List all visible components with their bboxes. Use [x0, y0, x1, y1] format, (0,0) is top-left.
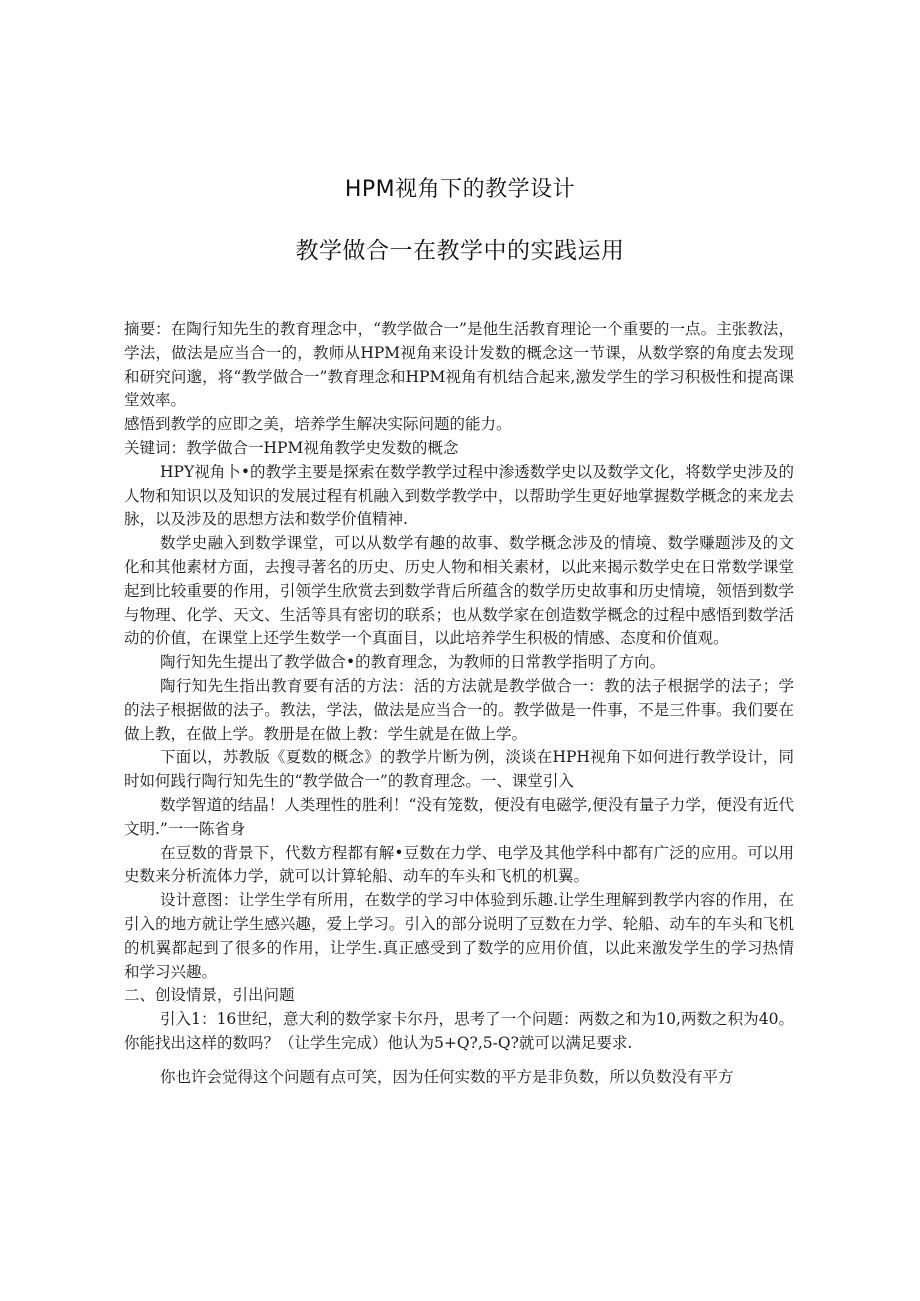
body-paragraph: 陶行知先生指出教育要有活的方法：活的方法就是教学做合一：教的法子根据学的法子；学的法子根据做的法子。教法，学法，做法是应当合一的。教学做是一件事，不是三件事。我们要在做上教，在做上学。教册是在做上教：学生就是在做上学。 [124, 676, 794, 743]
design-intent-paragraph: 设计意图：让学生学有所用，在数学的学习中体验到乐趣.让学生理解到教学内容的作用，在引入的地方就让学生感兴趣，爱上学习。引入的部分说明了豆数在力学、轮船、动车的车头和飞机的机翼都起到了很多的作用，让学生.真正感受到了数学的应用价值，以此来激发学生的学习热情和学习兴趣。 [124, 891, 794, 981]
body-paragraph: 引入1：16世纪，意大利的数学家卡尔丹，思考了一个问题：两数之和为10,两数之积为40。你能找出这样的数吗？（让学生完成）他认为5+Q?,5-Q?就可以满足要求. [124, 1010, 794, 1052]
body-paragraph: 你也许会觉得这个问题有点可笑，因为任何实数的平方是非负数，所以负数没有平方 [160, 1067, 734, 1086]
abstract-paragraph: 摘要：在陶行知先生的教育理念中，“教学做合一”是他生活教育理论一个重要的一点。主张教法，学法，做法是应当合一的，教师从HPM视角来设计发数的概念这一节课，从数学察的角度去发现和研究问邈，将“教学做合一”教育理念和HPM视角有机结合起来,激发学生的学习积极性和提高课堂效率。 [124, 320, 794, 410]
body-paragraph: HPY视角卜•的教学主要是探索在数学教学过程中渗透数学史以及数学文化，将数学史涉及的人物和知识以及知识的发展过程有机融入到数学教学中，以帮助学生更好地掌握数学概念的来龙去脉，以及涉及的思想方法和数学价值精神. [124, 462, 794, 529]
document-subtitle: 教学做合一在教学中的实践运用 [295, 238, 625, 264]
section-heading: 二、创设情景，引出问题 [124, 986, 295, 1005]
document-title: HPM视角下的教学设计 [344, 177, 576, 202]
quote-paragraph: 数学智道的结晶！人类理性的胜利！“没有笼数，便没有电磁学,便没有量子力学，便没有近代文明.”一一陈省身 [124, 795, 794, 838]
body-paragraph: 在豆数的背景下，代数方程都有解•豆数在力学、电学及其他学科中都有广泛的应用。可以用史数来分析流体力学，就可以计算轮船、动车的车头和飞机的机翼。 [124, 843, 794, 886]
body-paragraph: 数学史融入到数学课堂，可以从数学有趣的故事、数学概念涉及的情境、数学赚题涉及的文化和其他素材方面，去搜寻著名的历史、历史人物和相关素材，以此来揭示数学史在日常数学课堂起到比较重要的作用，引领学生欣赏去到数学背后所蕴含的数学历史故事和历史情境，领悟到数学与物理、化学、天文、生活等具有密切的联系；也从数学家在创造数学概念的过程中感悟到数学活动的价值，在课堂上还学生数学一个真面目，以此培养学生积极的情感、态度和价值观。 [124, 534, 794, 648]
body-paragraph: 陶行知先生提出了教学做合•的教育理念，为教师的日常教学指明了方向。 [160, 653, 666, 672]
body-paragraph: 下面以，苏教版《夏数的概念》的教学片断为例，淡谈在HPH视角下如何进行教学设计，同时如何践行陶行知先生的“教学做合一”的教育理念。一、课堂引入 [124, 748, 794, 791]
keywords-line: 关键词：教学做合一HPM视角教学史发数的概念 [124, 438, 459, 457]
document-body [124, 318, 794, 1090]
abstract-continuation: 感悟到教学的应即之美，培养学生解决实际问题的能力。 [124, 415, 512, 434]
